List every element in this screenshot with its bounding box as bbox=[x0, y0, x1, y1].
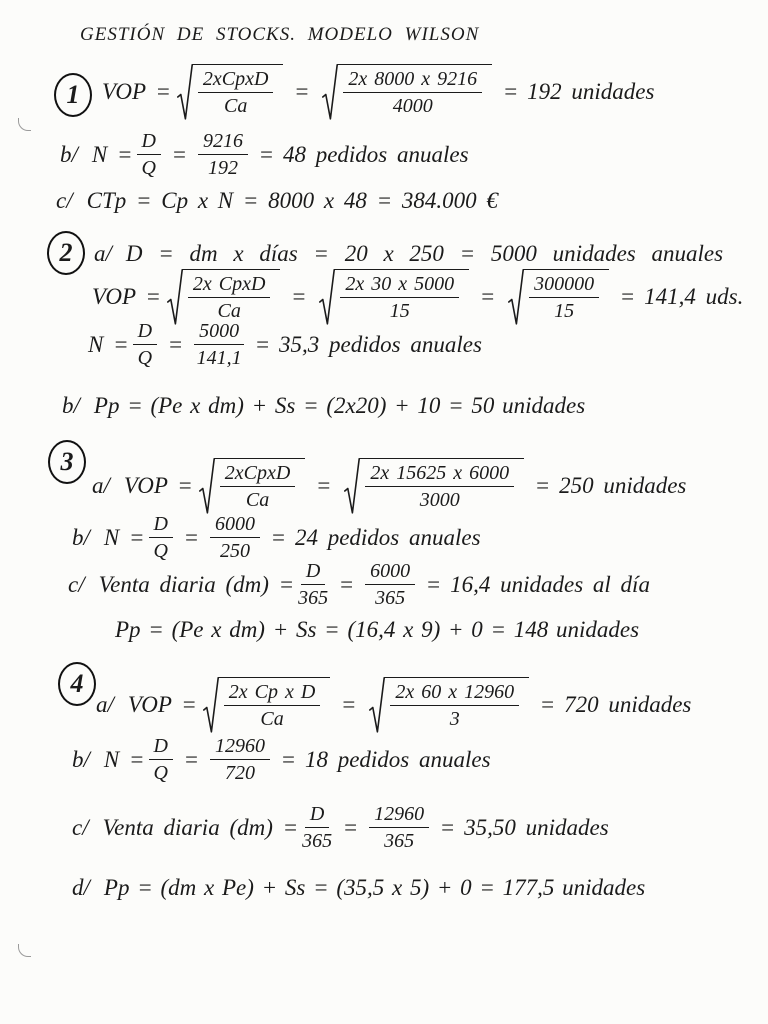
numerator: 12960 bbox=[369, 803, 429, 828]
p1-vop-line bbox=[102, 64, 654, 120]
equals-sign: = bbox=[271, 524, 285, 550]
denominator: 15 bbox=[554, 300, 575, 322]
vop-lhs: VOP = bbox=[102, 79, 171, 104]
denominator: 250 bbox=[219, 540, 250, 562]
numerator: 2x CpxD bbox=[188, 273, 271, 298]
equals-sign: = bbox=[481, 284, 495, 309]
equation-text: D = dm x días = 20 x 250 = 5000 unidades anuales bbox=[125, 241, 724, 266]
p2-a-line bbox=[94, 241, 723, 267]
equals-sign: = bbox=[427, 571, 441, 597]
denominator: 3000 bbox=[419, 489, 460, 511]
radicand bbox=[214, 458, 306, 514]
equation-text: Pp = (Pe x dm) + Ss = (2x20) + 10 = 50 unidades bbox=[93, 393, 586, 418]
equals-sign: = bbox=[281, 746, 295, 772]
numerator: 5000 bbox=[194, 320, 244, 345]
radical-sign-icon bbox=[199, 458, 215, 514]
numerator: 300000 bbox=[529, 273, 599, 298]
p2-b-line bbox=[62, 393, 585, 419]
page-title: GESTIÓN DE STOCKS. MODELO WILSON bbox=[80, 24, 480, 45]
radical-sign-icon bbox=[319, 269, 335, 325]
p1-b-line bbox=[60, 130, 469, 179]
problem-number-4 bbox=[58, 662, 96, 706]
denominator: Ca bbox=[223, 95, 248, 117]
square-root bbox=[319, 269, 469, 325]
result-text: 141,4 uds. bbox=[644, 284, 744, 309]
p4-d-line bbox=[72, 875, 645, 901]
fraction bbox=[188, 273, 271, 322]
numerator: 6000 bbox=[210, 513, 260, 538]
radicand bbox=[192, 64, 284, 120]
square-root bbox=[322, 64, 492, 120]
fraction bbox=[529, 273, 599, 322]
denominator: 365 bbox=[298, 587, 329, 609]
square-root bbox=[177, 64, 284, 120]
equals-sign: = bbox=[172, 141, 186, 167]
result-text: 35,50 unidades bbox=[464, 814, 609, 840]
fraction bbox=[302, 803, 332, 852]
daily-sales-lhs: Venta diaria (dm) = bbox=[102, 814, 299, 840]
fraction bbox=[365, 560, 415, 609]
punch-hole-mark bbox=[18, 118, 31, 131]
equals-sign: = bbox=[184, 746, 198, 772]
fraction bbox=[365, 462, 514, 511]
square-root bbox=[167, 269, 281, 325]
result-text: 35,3 pedidos anuales bbox=[279, 331, 482, 357]
item-label: a/ bbox=[96, 692, 114, 717]
square-root bbox=[508, 269, 609, 325]
p4-c-line bbox=[72, 803, 609, 852]
item-label: a/ bbox=[92, 473, 110, 498]
numerator: 2x Cp x D bbox=[224, 681, 321, 706]
problem-number-label: 2 bbox=[59, 238, 73, 267]
daily-sales-lhs: Venta diaria (dm) = bbox=[98, 571, 295, 597]
vop-lhs: VOP = bbox=[92, 284, 161, 309]
denominator: 192 bbox=[207, 157, 238, 179]
radicand bbox=[182, 269, 281, 325]
equals-sign: = bbox=[169, 331, 183, 357]
numerator: D bbox=[301, 560, 325, 585]
p4-a-line bbox=[96, 677, 691, 733]
radicand bbox=[337, 64, 492, 120]
equals-sign: = bbox=[541, 692, 555, 717]
numerator: 2x 8000 x 9216 bbox=[343, 68, 482, 93]
item-label: b/ bbox=[72, 524, 90, 550]
denominator: 365 bbox=[375, 587, 406, 609]
fraction bbox=[369, 803, 429, 852]
p3-b-line bbox=[72, 513, 481, 562]
denominator: 365 bbox=[384, 830, 415, 852]
n-lhs: N = bbox=[88, 331, 129, 357]
result-text: 24 pedidos anuales bbox=[294, 524, 481, 550]
equation-text: CTp = Cp x N = 8000 x 48 = 384.000 € bbox=[86, 188, 498, 213]
denominator: 3 bbox=[449, 708, 460, 730]
radical-sign-icon bbox=[177, 64, 193, 120]
radicand bbox=[218, 677, 331, 733]
result-text: 16,4 unidades al día bbox=[450, 571, 650, 597]
radical-sign-icon bbox=[167, 269, 183, 325]
radical-sign-icon bbox=[369, 677, 385, 733]
radicand bbox=[334, 269, 469, 325]
fraction bbox=[133, 320, 157, 369]
fraction bbox=[224, 681, 321, 730]
numerator: 2x 60 x 12960 bbox=[390, 681, 519, 706]
numerator: D bbox=[133, 320, 157, 345]
equals-sign: = bbox=[340, 571, 354, 597]
equals-sign: = bbox=[342, 692, 356, 717]
fraction bbox=[149, 513, 173, 562]
result-text: 48 pedidos anuales bbox=[282, 141, 469, 167]
n-lhs: N = bbox=[103, 746, 145, 772]
vop-lhs: VOP = bbox=[127, 692, 197, 717]
denominator: Ca bbox=[217, 300, 241, 322]
radical-sign-icon bbox=[344, 458, 360, 514]
numerator: 9216 bbox=[198, 130, 248, 155]
numerator: D bbox=[137, 130, 161, 155]
problem-number-label: 4 bbox=[70, 669, 84, 698]
n-lhs: N = bbox=[103, 524, 145, 550]
p4-b-line bbox=[72, 735, 491, 784]
item-label: a/ bbox=[94, 241, 112, 266]
numerator: 6000 bbox=[365, 560, 415, 585]
denominator: Ca bbox=[260, 708, 284, 730]
p2-vop-line bbox=[92, 269, 743, 325]
square-root bbox=[344, 458, 524, 514]
item-label: c/ bbox=[68, 571, 85, 597]
equals-sign: = bbox=[621, 284, 635, 309]
numerator: 2x 15625 x 6000 bbox=[365, 462, 514, 487]
denominator: 720 bbox=[224, 762, 255, 784]
result-text: 18 pedidos anuales bbox=[304, 746, 491, 772]
problem-number-1 bbox=[54, 73, 92, 117]
p3-c-line bbox=[68, 560, 650, 609]
result-text: 192 unidades bbox=[527, 79, 655, 104]
equals-sign: = bbox=[295, 79, 309, 104]
equals-sign: = bbox=[536, 473, 550, 498]
equals-sign: = bbox=[292, 284, 306, 309]
denominator: Q bbox=[153, 762, 168, 784]
problem-number-label: 1 bbox=[66, 80, 80, 109]
vop-lhs: VOP = bbox=[123, 473, 193, 498]
numerator: D bbox=[149, 513, 173, 538]
equals-sign: = bbox=[259, 141, 273, 167]
item-label: b/ bbox=[60, 141, 78, 167]
square-root bbox=[203, 677, 331, 733]
equation-text: Pp = (dm x Pe) + Ss = (35,5 x 5) + 0 = 177,5 unidades bbox=[103, 875, 646, 900]
numerator: D bbox=[149, 735, 173, 760]
radical-sign-icon bbox=[203, 677, 219, 733]
equals-sign: = bbox=[184, 524, 198, 550]
square-root bbox=[199, 458, 306, 514]
item-label: c/ bbox=[72, 814, 89, 840]
p2-n-line bbox=[88, 320, 482, 369]
denominator: 141,1 bbox=[196, 347, 242, 369]
equals-sign: = bbox=[441, 814, 455, 840]
fraction bbox=[340, 273, 459, 322]
fraction bbox=[210, 513, 260, 562]
fraction bbox=[198, 68, 274, 117]
equals-sign: = bbox=[504, 79, 518, 104]
punch-hole-mark bbox=[18, 944, 31, 957]
equation-text: Pp = (Pe x dm) + Ss = (16,4 x 9) + 0 = 148 unidades bbox=[115, 617, 640, 642]
denominator: 4000 bbox=[392, 95, 433, 117]
numerator: 2x 30 x 5000 bbox=[340, 273, 459, 298]
equals-sign: = bbox=[344, 814, 358, 840]
square-root bbox=[369, 677, 529, 733]
radicand bbox=[523, 269, 609, 325]
fraction bbox=[220, 462, 296, 511]
item-label: b/ bbox=[62, 393, 80, 418]
fraction bbox=[298, 560, 328, 609]
denominator: Ca bbox=[245, 489, 270, 511]
radicand bbox=[384, 677, 529, 733]
fraction bbox=[137, 130, 161, 179]
equals-sign: = bbox=[317, 473, 331, 498]
radical-sign-icon bbox=[508, 269, 524, 325]
fraction bbox=[149, 735, 173, 784]
p3-a-line bbox=[92, 458, 686, 514]
problem-number-3 bbox=[48, 440, 86, 484]
equals-sign: = bbox=[256, 331, 270, 357]
fraction bbox=[390, 681, 519, 730]
p3-pp-line bbox=[115, 617, 639, 643]
fraction bbox=[210, 735, 270, 784]
denominator: Q bbox=[141, 157, 156, 179]
p1-c-line bbox=[56, 188, 498, 214]
problem-number-label: 3 bbox=[60, 447, 74, 476]
radicand bbox=[359, 458, 524, 514]
denominator: 15 bbox=[389, 300, 410, 322]
result-text: 250 unidades bbox=[559, 473, 687, 498]
item-label: b/ bbox=[72, 746, 90, 772]
item-label: d/ bbox=[72, 875, 90, 900]
numerator: D bbox=[305, 803, 329, 828]
item-label: c/ bbox=[56, 188, 73, 213]
numerator: 12960 bbox=[210, 735, 270, 760]
fraction bbox=[194, 320, 244, 369]
n-lhs: N = bbox=[91, 141, 133, 167]
radical-sign-icon bbox=[322, 64, 338, 120]
result-text: 720 unidades bbox=[564, 692, 692, 717]
numerator: 2xCpxD bbox=[198, 68, 274, 93]
numerator: 2xCpxD bbox=[220, 462, 296, 487]
denominator: 365 bbox=[302, 830, 333, 852]
problem-number-2 bbox=[47, 231, 85, 275]
fraction bbox=[198, 130, 248, 179]
fraction bbox=[343, 68, 482, 117]
denominator: Q bbox=[153, 540, 168, 562]
denominator: Q bbox=[137, 347, 153, 369]
